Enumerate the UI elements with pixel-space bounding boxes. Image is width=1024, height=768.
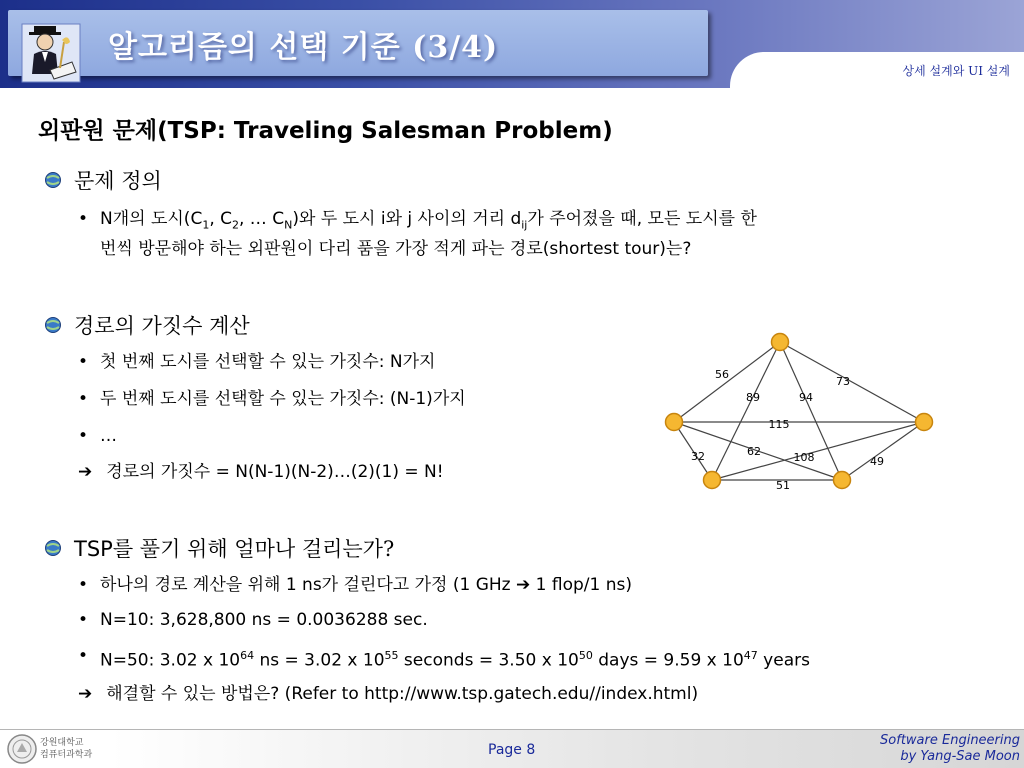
scholar-writing-icon: [20, 22, 82, 84]
time-item-text: N=10: 3,628,800 ns = 0.0036288 sec.: [100, 610, 428, 630]
author-name: by Yang-Sae Moon: [900, 749, 1020, 764]
section-title-korean: 외판원 문제: [38, 117, 158, 144]
globe-bullet-icon: [44, 316, 62, 334]
bullet-dot: •: [78, 352, 89, 372]
city-node: [916, 414, 933, 431]
city-node: [704, 472, 721, 489]
heading-time-ko: 를 풀기 위해 얼마나 걸리는가?: [112, 537, 395, 561]
section-title-english: (TSP: Traveling Salesman Problem): [157, 118, 613, 144]
course-name: Software Engineering: [880, 733, 1020, 748]
count-item-text: …: [100, 426, 117, 446]
edge-label: 89: [746, 391, 760, 404]
text-part: years: [757, 650, 810, 671]
city-node: [834, 472, 851, 489]
count-item-text: 두 번째 도시를 선택할 수 있는 가짓수: (N-1)가지: [100, 389, 466, 409]
heading-definition: [44, 165, 162, 195]
heading-count: [44, 310, 250, 340]
slide-title: 알고리즘의 선택 기준 (3/4): [108, 30, 499, 65]
count-conclusion: [78, 457, 444, 482]
exponent: 50: [578, 649, 593, 662]
text-part: ns = 3.02 x 10: [254, 650, 385, 671]
text-part: 가 주어졌을 때, 모든 도시를 한: [527, 209, 757, 229]
edge-label: 94: [799, 391, 813, 404]
text-part: days = 9.59 x 10: [592, 650, 744, 671]
heading-time-text: [74, 533, 394, 563]
text-part: , C: [209, 209, 232, 229]
graph-edge: [842, 422, 924, 480]
exponent: 55: [384, 649, 399, 662]
right-arrow-icon: ➔: [78, 462, 93, 482]
section-title: [38, 112, 613, 145]
count-conclusion-text: 경로의 가짓수 = N(N-1)(N-2)…(2)(1) = N!: [106, 462, 444, 482]
tsp-graph: [660, 328, 940, 498]
university-seal-icon: [6, 733, 38, 765]
edge-label: 49: [870, 455, 884, 468]
graph-edge: [712, 342, 780, 480]
edge-label: 73: [836, 375, 850, 388]
title-box: [8, 10, 708, 76]
bullet-dot: •: [78, 426, 89, 446]
exponent: 47: [743, 649, 758, 662]
text-part: N개의 도시(C: [100, 209, 203, 229]
heading-time-en: TSP: [74, 537, 113, 561]
text-part: N=50: 3.02 x 10: [100, 650, 241, 671]
city-node: [666, 414, 683, 431]
globe-bullet-icon: [44, 539, 62, 557]
bullet-dot: •: [78, 575, 89, 595]
university-name-line1: 강원대학교: [40, 738, 84, 748]
edge-label: 56: [715, 368, 729, 381]
right-arrow-icon: ➔: [78, 684, 93, 704]
definition-line-1: [100, 206, 757, 238]
bullet-dot: •: [78, 610, 89, 630]
slide-subtitle: 상세 설계와 UI 설계: [902, 64, 1010, 78]
city-node: [772, 334, 789, 351]
heading-time: [44, 533, 394, 563]
subscript: 1: [202, 218, 210, 232]
edge-label: 62: [747, 445, 761, 458]
count-item-text: 첫 번째 도시를 선택할 수 있는 가짓수: N가지: [100, 352, 436, 372]
bullet-dot: •: [78, 389, 89, 409]
globe-bullet-icon: [44, 171, 62, 189]
definition-line-2: 번씩 방문해야 하는 외판원이 다리 품을 가장 적게 파는 경로(shortest tour)는?: [100, 239, 692, 259]
page-number: Page 8: [488, 742, 536, 758]
bullet-dot: •: [78, 209, 89, 229]
edge-label: 32: [691, 450, 705, 463]
edge-label: 51: [776, 479, 790, 492]
subscript: N: [284, 218, 293, 232]
bullet-dot: •: [78, 646, 89, 666]
text-part: seconds = 3.50 x 10: [398, 650, 579, 671]
edge-label: 108: [793, 451, 815, 464]
text-part: )와 두 도시 i와 j 사이의 거리 d: [292, 209, 522, 229]
heading-definition-text: 문제 정의: [74, 169, 162, 193]
subscript: ij: [521, 218, 528, 232]
time-conclusion: [78, 679, 698, 704]
footer-credit: [880, 733, 1020, 765]
university-name: [40, 737, 92, 761]
graph-edge: [674, 342, 780, 422]
edge-label: 115: [768, 418, 790, 431]
graph-edge: [780, 342, 924, 422]
heading-count-text: 경로의 가짓수 계산: [74, 314, 250, 338]
university-name-line2: 컴퓨터과학과: [40, 750, 93, 760]
text-part: , … C: [239, 209, 285, 229]
time-item-text: [100, 643, 810, 674]
time-item-text: 하나의 경로 계산을 위해 1 ns가 걸린다고 가정 (1 GHz ➔ 1 flop/1 ns): [100, 575, 632, 595]
exponent: 64: [240, 649, 255, 662]
time-conclusion-text: 해결할 수 있는 방법은? (Refer to http://www.tsp.gatech.edu//index.html): [106, 684, 699, 704]
subscript: 2: [232, 218, 239, 232]
